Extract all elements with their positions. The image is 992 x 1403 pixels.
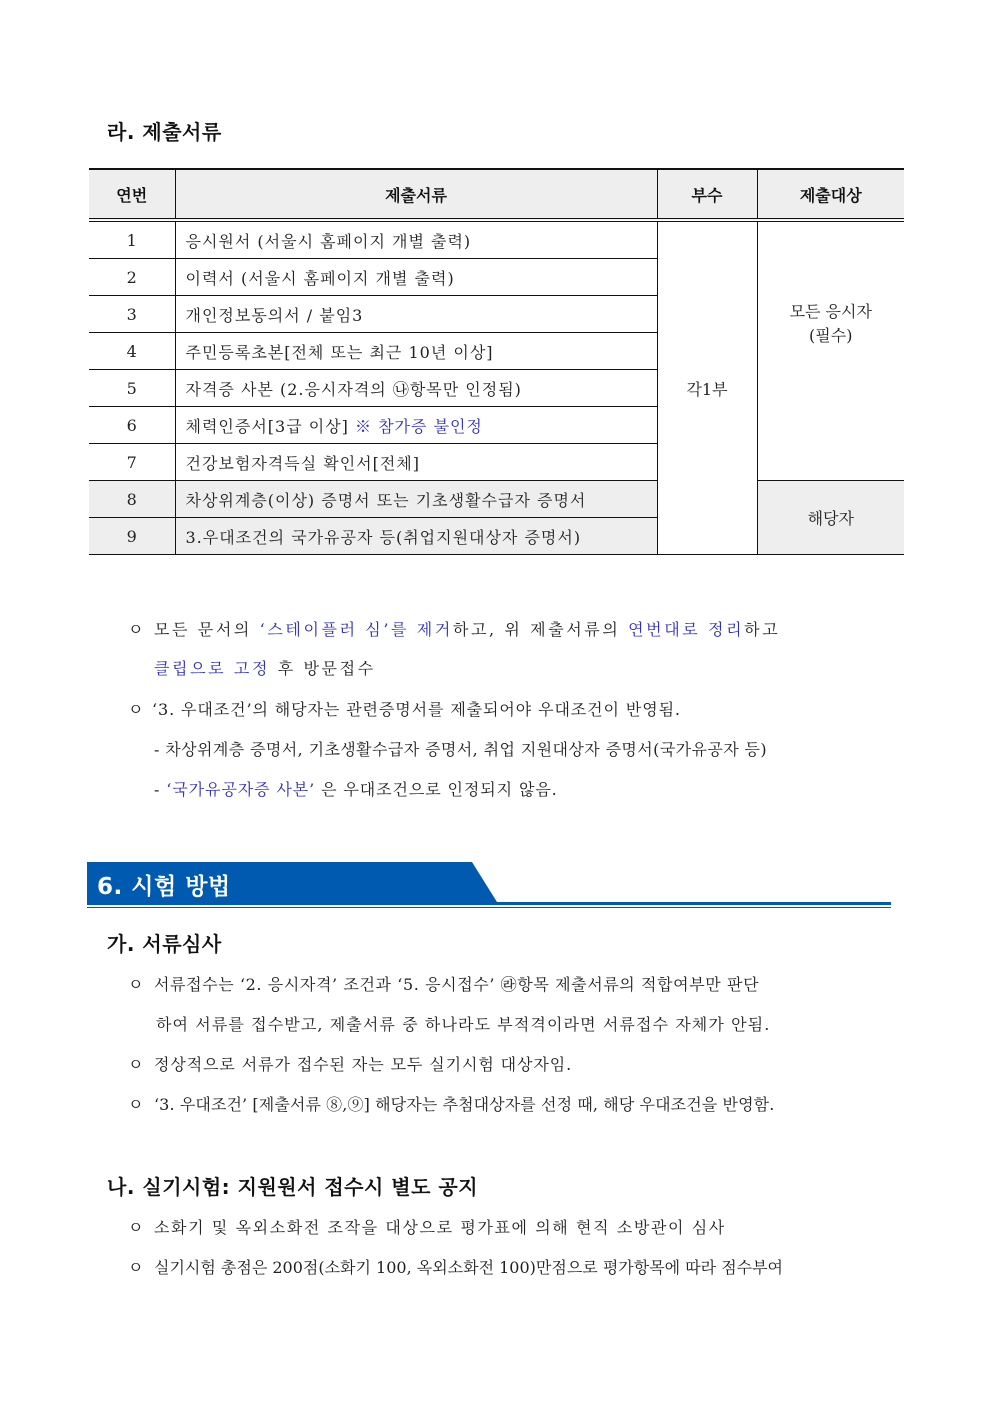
bullet-icon: ㅇ xyxy=(128,975,145,994)
note-highlight: 클립으로 고정 xyxy=(154,659,271,678)
note-highlight: 연번대로 정리 xyxy=(628,620,745,639)
review-text: ‘3. 우대조건’ [제출서류 ⑧,⑨] 해당자는 추첨대상자를 선정 때, 해당 우대조건을 반영함. xyxy=(154,1095,775,1114)
review-item xyxy=(128,1092,774,1115)
section-heading-submission-docs: 라. 제출서류 xyxy=(107,120,222,144)
review-item xyxy=(128,1052,572,1075)
practical-item xyxy=(128,1215,726,1238)
review-text: 정상적으로 서류가 접수된 자는 모두 실기시험 대상자임. xyxy=(154,1055,573,1074)
header-doc: 제출서류 xyxy=(175,169,657,220)
note-preference xyxy=(128,697,681,720)
practical-item xyxy=(128,1255,783,1278)
bullet-icon: ㅇ xyxy=(128,1218,146,1237)
note-text: 하고 xyxy=(744,620,781,639)
note-highlight: ‘국가유공자증 사본’ xyxy=(166,780,316,799)
bullet-icon: ㅇ xyxy=(128,1055,145,1074)
note-text: 모든 문서의 xyxy=(154,620,260,639)
row-doc-note: ※ 참가증 불인정 xyxy=(354,416,483,436)
note-text: 하고, 위 제출서류의 xyxy=(452,620,629,639)
row-num: 6 xyxy=(89,407,175,444)
table-header-row xyxy=(89,169,904,220)
row-doc xyxy=(175,407,657,444)
note-preference-sub1: - 차상위계층 증명서, 기초생활수급자 증명서, 취업 지원대상자 증명서(국가유공자 등) xyxy=(154,740,768,759)
header-num: 연번 xyxy=(89,169,175,220)
row-num: 5 xyxy=(89,370,175,407)
bullet-icon: ㅇ xyxy=(128,620,147,639)
bullet-icon: ㅇ xyxy=(128,700,145,719)
section-title: 6. 시험 방법 xyxy=(97,874,231,900)
target-applicable-cell: 해당자 xyxy=(757,481,904,555)
note-text: 은 우대조건으로 인정되지 않음. xyxy=(315,780,558,799)
row-num: 4 xyxy=(89,333,175,370)
note-text: - xyxy=(154,780,167,799)
row-num: 9 xyxy=(89,518,175,555)
header-copies: 부수 xyxy=(657,169,757,220)
row-num: 7 xyxy=(89,444,175,481)
row-doc-text: 체력인증서[3급 이상] xyxy=(185,416,355,436)
row-doc: 차상위계층(이상) 증명서 또는 기초생활수급자 증명서 xyxy=(175,481,657,518)
review-text: 서류접수는 ‘2. 응시자격’ 조건과 ‘5. 응시접수’ ㉱항목 제출서류의 적합여부만 판단 xyxy=(154,975,760,994)
submission-docs-table xyxy=(89,168,904,555)
note-staple-cont xyxy=(154,656,376,679)
practical-text: 실기시험 총점은 200점(소화기 100, 옥외소화전 100)만점으로 평가항목에 따라 점수부여 xyxy=(154,1258,784,1277)
subheading-document-review: 가. 서류심사 xyxy=(107,932,222,956)
subheading-practical-exam: 나. 실기시험: 지원원서 접수시 별도 공지 xyxy=(107,1175,479,1199)
target-all-cell xyxy=(757,220,904,481)
row-doc: 자격증 사본 (2.응시자격의 ㉯항목만 인정됨) xyxy=(175,370,657,407)
bullet-icon: ㅇ xyxy=(128,1258,144,1277)
note-highlight: ‘스테이플러 심’를 제거 xyxy=(259,620,453,639)
table-row xyxy=(89,220,904,259)
row-doc: 주민등록초본[전체 또는 최근 10년 이상] xyxy=(175,333,657,370)
row-num: 3 xyxy=(89,296,175,333)
note-text: 후 방문접수 xyxy=(270,659,376,678)
row-num: 1 xyxy=(89,220,175,259)
row-doc: 3.우대조건의 국가유공자 등(취업지원대상자 증명서) xyxy=(175,518,657,555)
practical-text: 소화기 및 옥외소화전 조작을 대상으로 평가표에 의해 현직 소방관이 심사 xyxy=(154,1218,726,1237)
review-item-cont: 하여 서류를 접수받고, 제출서류 중 하나라도 부적격이라면 서류접수 자체가 안됨. xyxy=(156,1015,771,1034)
row-doc: 개인정보동의서 / 붙임3 xyxy=(175,296,657,333)
bullet-icon: ㅇ xyxy=(128,1095,144,1114)
copies-cell: 각1부 xyxy=(657,220,757,555)
row-num: 2 xyxy=(89,259,175,296)
section-banner xyxy=(87,862,892,910)
target-all-line2: (필수) xyxy=(809,326,853,345)
table-row xyxy=(89,481,904,518)
note-staple xyxy=(128,617,780,640)
header-target: 제출대상 xyxy=(757,169,904,220)
target-all-line1: 모든 응시자 xyxy=(789,302,872,321)
note-text: ‘3. 우대조건’의 해당자는 관련증명서를 제출되어야 우대조건이 반영됨. xyxy=(152,700,681,719)
row-doc: 응시원서 (서울시 홈페이지 개별 출력) xyxy=(175,220,657,259)
review-item xyxy=(128,972,759,995)
row-doc: 건강보험자격득실 확인서[전체] xyxy=(175,444,657,481)
row-doc: 이력서 (서울시 홈페이지 개별 출력) xyxy=(175,259,657,296)
note-preference-sub2 xyxy=(154,777,558,800)
row-num: 8 xyxy=(89,481,175,518)
